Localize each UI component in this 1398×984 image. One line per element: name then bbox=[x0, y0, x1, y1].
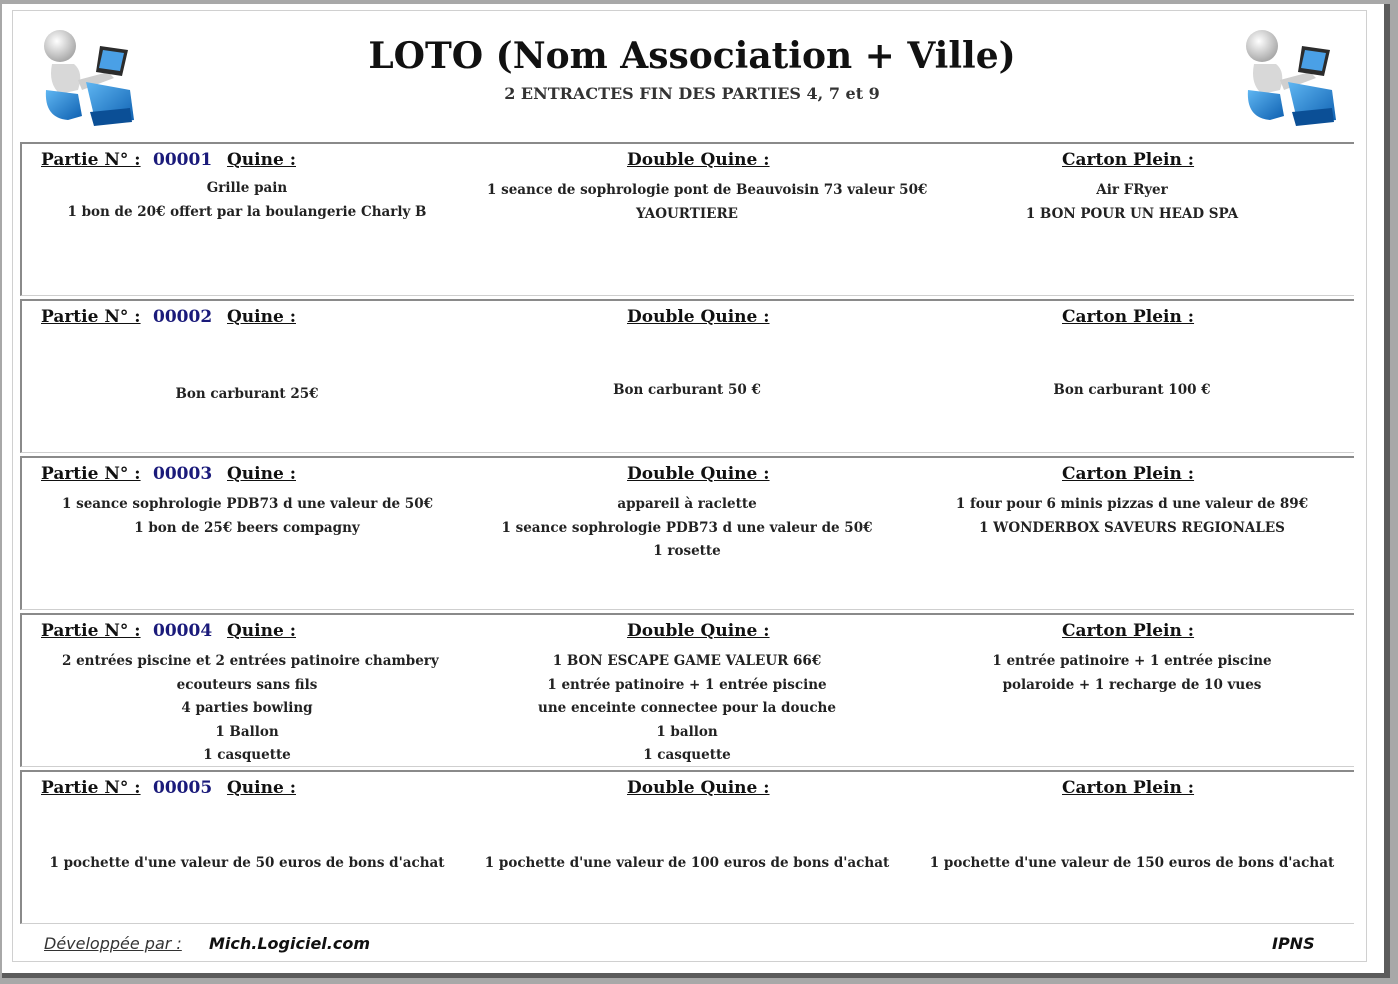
partie-number: 00001 bbox=[153, 150, 213, 170]
prize-line: 1 BON POUR UN HEAD SPA bbox=[1025, 206, 1239, 222]
prize-line: 1 pochette d'une valeur de 50 euros de bons d'achat bbox=[49, 855, 445, 871]
prize-line: 1 pochette d'une valeur de 150 euros de bons d'achat bbox=[929, 855, 1335, 871]
double-quine-prizes bbox=[487, 177, 928, 227]
prize-line: 4 parties bowling bbox=[181, 700, 313, 716]
prize-line: 1 seance de sophrologie pont de Beauvoisin 73 valeur 50€ bbox=[487, 182, 928, 198]
prize-line: une enceinte connectee pour la douche bbox=[538, 700, 836, 716]
partie-number: 00002 bbox=[153, 307, 213, 327]
prize-line: Bon carburant 25€ bbox=[175, 386, 319, 402]
partie-number: 00004 bbox=[153, 621, 213, 641]
partie-label: Partie N° : bbox=[41, 150, 141, 170]
prize-line: 1 entrée patinoire + 1 entrée piscine bbox=[992, 653, 1272, 669]
quine-prizes bbox=[62, 177, 432, 224]
partie-label: Partie N° : bbox=[41, 778, 141, 798]
prize-line: YAOURTIERE bbox=[636, 206, 738, 222]
quine-label: Quine : bbox=[227, 150, 296, 170]
quine-prizes bbox=[62, 493, 432, 540]
prize-line: 1 rosette bbox=[653, 543, 721, 559]
double-quine-prizes bbox=[477, 852, 897, 876]
carton-plein-label: Carton Plein : bbox=[1062, 307, 1195, 327]
prize-line: 1 bon de 20€ offert par la boulangerie Charly B bbox=[67, 203, 427, 220]
prize-line: 1 ballon bbox=[656, 723, 718, 740]
prize-line: 1 four pour 6 minis pizzas d une valeur de 89€ bbox=[955, 496, 1309, 512]
quine-label: Quine : bbox=[227, 778, 296, 798]
developer-site: Mich.Logiciel.com bbox=[209, 934, 371, 953]
prize-line: 1 BON ESCAPE GAME VALEUR 66€ bbox=[552, 653, 822, 669]
partie-block bbox=[20, 142, 1354, 296]
carton-plein-label: Carton Plein : bbox=[1062, 464, 1195, 484]
prize-line: 1 bon de 25€ beers compagny bbox=[134, 519, 360, 536]
developed-by-label: Développée par : bbox=[44, 934, 182, 953]
prize-line: ecouteurs sans fils bbox=[176, 676, 318, 693]
prize-line: Bon carburant 100 € bbox=[1053, 382, 1211, 398]
double-quine-label: Double Quine : bbox=[627, 621, 770, 641]
prize-line: 1 entrée patinoire + 1 entrée piscine bbox=[547, 676, 827, 693]
page-subtitle: 2 ENTRACTES FIN DES PARTIES 4, 7 et 9 bbox=[504, 84, 880, 103]
prize-line: Grille pain bbox=[206, 180, 288, 196]
prize-line: Air FRyer bbox=[1096, 182, 1168, 198]
carton-plein-label: Carton Plein : bbox=[1062, 150, 1195, 170]
double-quine-label: Double Quine : bbox=[627, 150, 770, 170]
quine-prizes bbox=[42, 852, 452, 876]
partie-block bbox=[20, 770, 1354, 924]
double-quine-label: Double Quine : bbox=[627, 307, 770, 327]
double-quine-prizes bbox=[487, 493, 887, 564]
double-quine-prizes bbox=[487, 379, 887, 403]
quine-prizes bbox=[62, 383, 432, 407]
page-title: LOTO (Nom Association + Ville) bbox=[368, 35, 1016, 77]
partie-label: Partie N° : bbox=[41, 464, 141, 484]
partie-block bbox=[20, 613, 1354, 767]
prize-line: polaroide + 1 recharge de 10 vues bbox=[1002, 676, 1262, 693]
quine-label: Quine : bbox=[227, 464, 296, 484]
carton-plein-prizes bbox=[942, 493, 1322, 540]
double-quine-label: Double Quine : bbox=[627, 778, 770, 798]
prize-line: 1 Ballon bbox=[215, 723, 279, 740]
carton-plein-prizes bbox=[942, 379, 1322, 403]
partie-label: Partie N° : bbox=[41, 621, 141, 641]
prize-line: 1 casquette bbox=[643, 747, 731, 763]
quine-prizes bbox=[62, 650, 439, 768]
ipns-label: IPNS bbox=[1272, 934, 1315, 953]
carton-plein-prizes bbox=[922, 852, 1342, 876]
partie-number: 00005 bbox=[153, 778, 213, 798]
prize-line: 1 seance sophrologie PDB73 d une valeur de 50€ bbox=[62, 496, 433, 512]
prize-line: 2 entrées piscine et 2 entrées patinoire chambery bbox=[62, 653, 439, 669]
prize-line: appareil à raclette bbox=[617, 496, 757, 512]
carton-plein-prizes bbox=[942, 650, 1322, 697]
quine-label: Quine : bbox=[227, 621, 296, 641]
prize-line: 1 WONDERBOX SAVEURS REGIONALES bbox=[979, 519, 1285, 536]
carton-plein-prizes bbox=[942, 177, 1322, 227]
partie-label: Partie N° : bbox=[41, 307, 141, 327]
loto-sheet bbox=[2, 4, 1390, 978]
partie-number: 00003 bbox=[153, 464, 213, 484]
prize-line: 1 seance sophrologie PDB73 d une valeur de 50€ bbox=[501, 519, 873, 536]
double-quine-prizes bbox=[487, 650, 887, 768]
double-quine-label: Double Quine : bbox=[627, 464, 770, 484]
partie-block bbox=[20, 456, 1354, 610]
quine-label: Quine : bbox=[227, 307, 296, 327]
carton-plein-label: Carton Plein : bbox=[1062, 778, 1195, 798]
partie-block bbox=[20, 299, 1354, 453]
prize-line: Bon carburant 50 € bbox=[613, 382, 761, 398]
prize-line: 1 casquette bbox=[203, 747, 291, 763]
carton-plein-label: Carton Plein : bbox=[1062, 621, 1195, 641]
prize-line: 1 pochette d'une valeur de 100 euros de bons d'achat bbox=[484, 855, 890, 871]
